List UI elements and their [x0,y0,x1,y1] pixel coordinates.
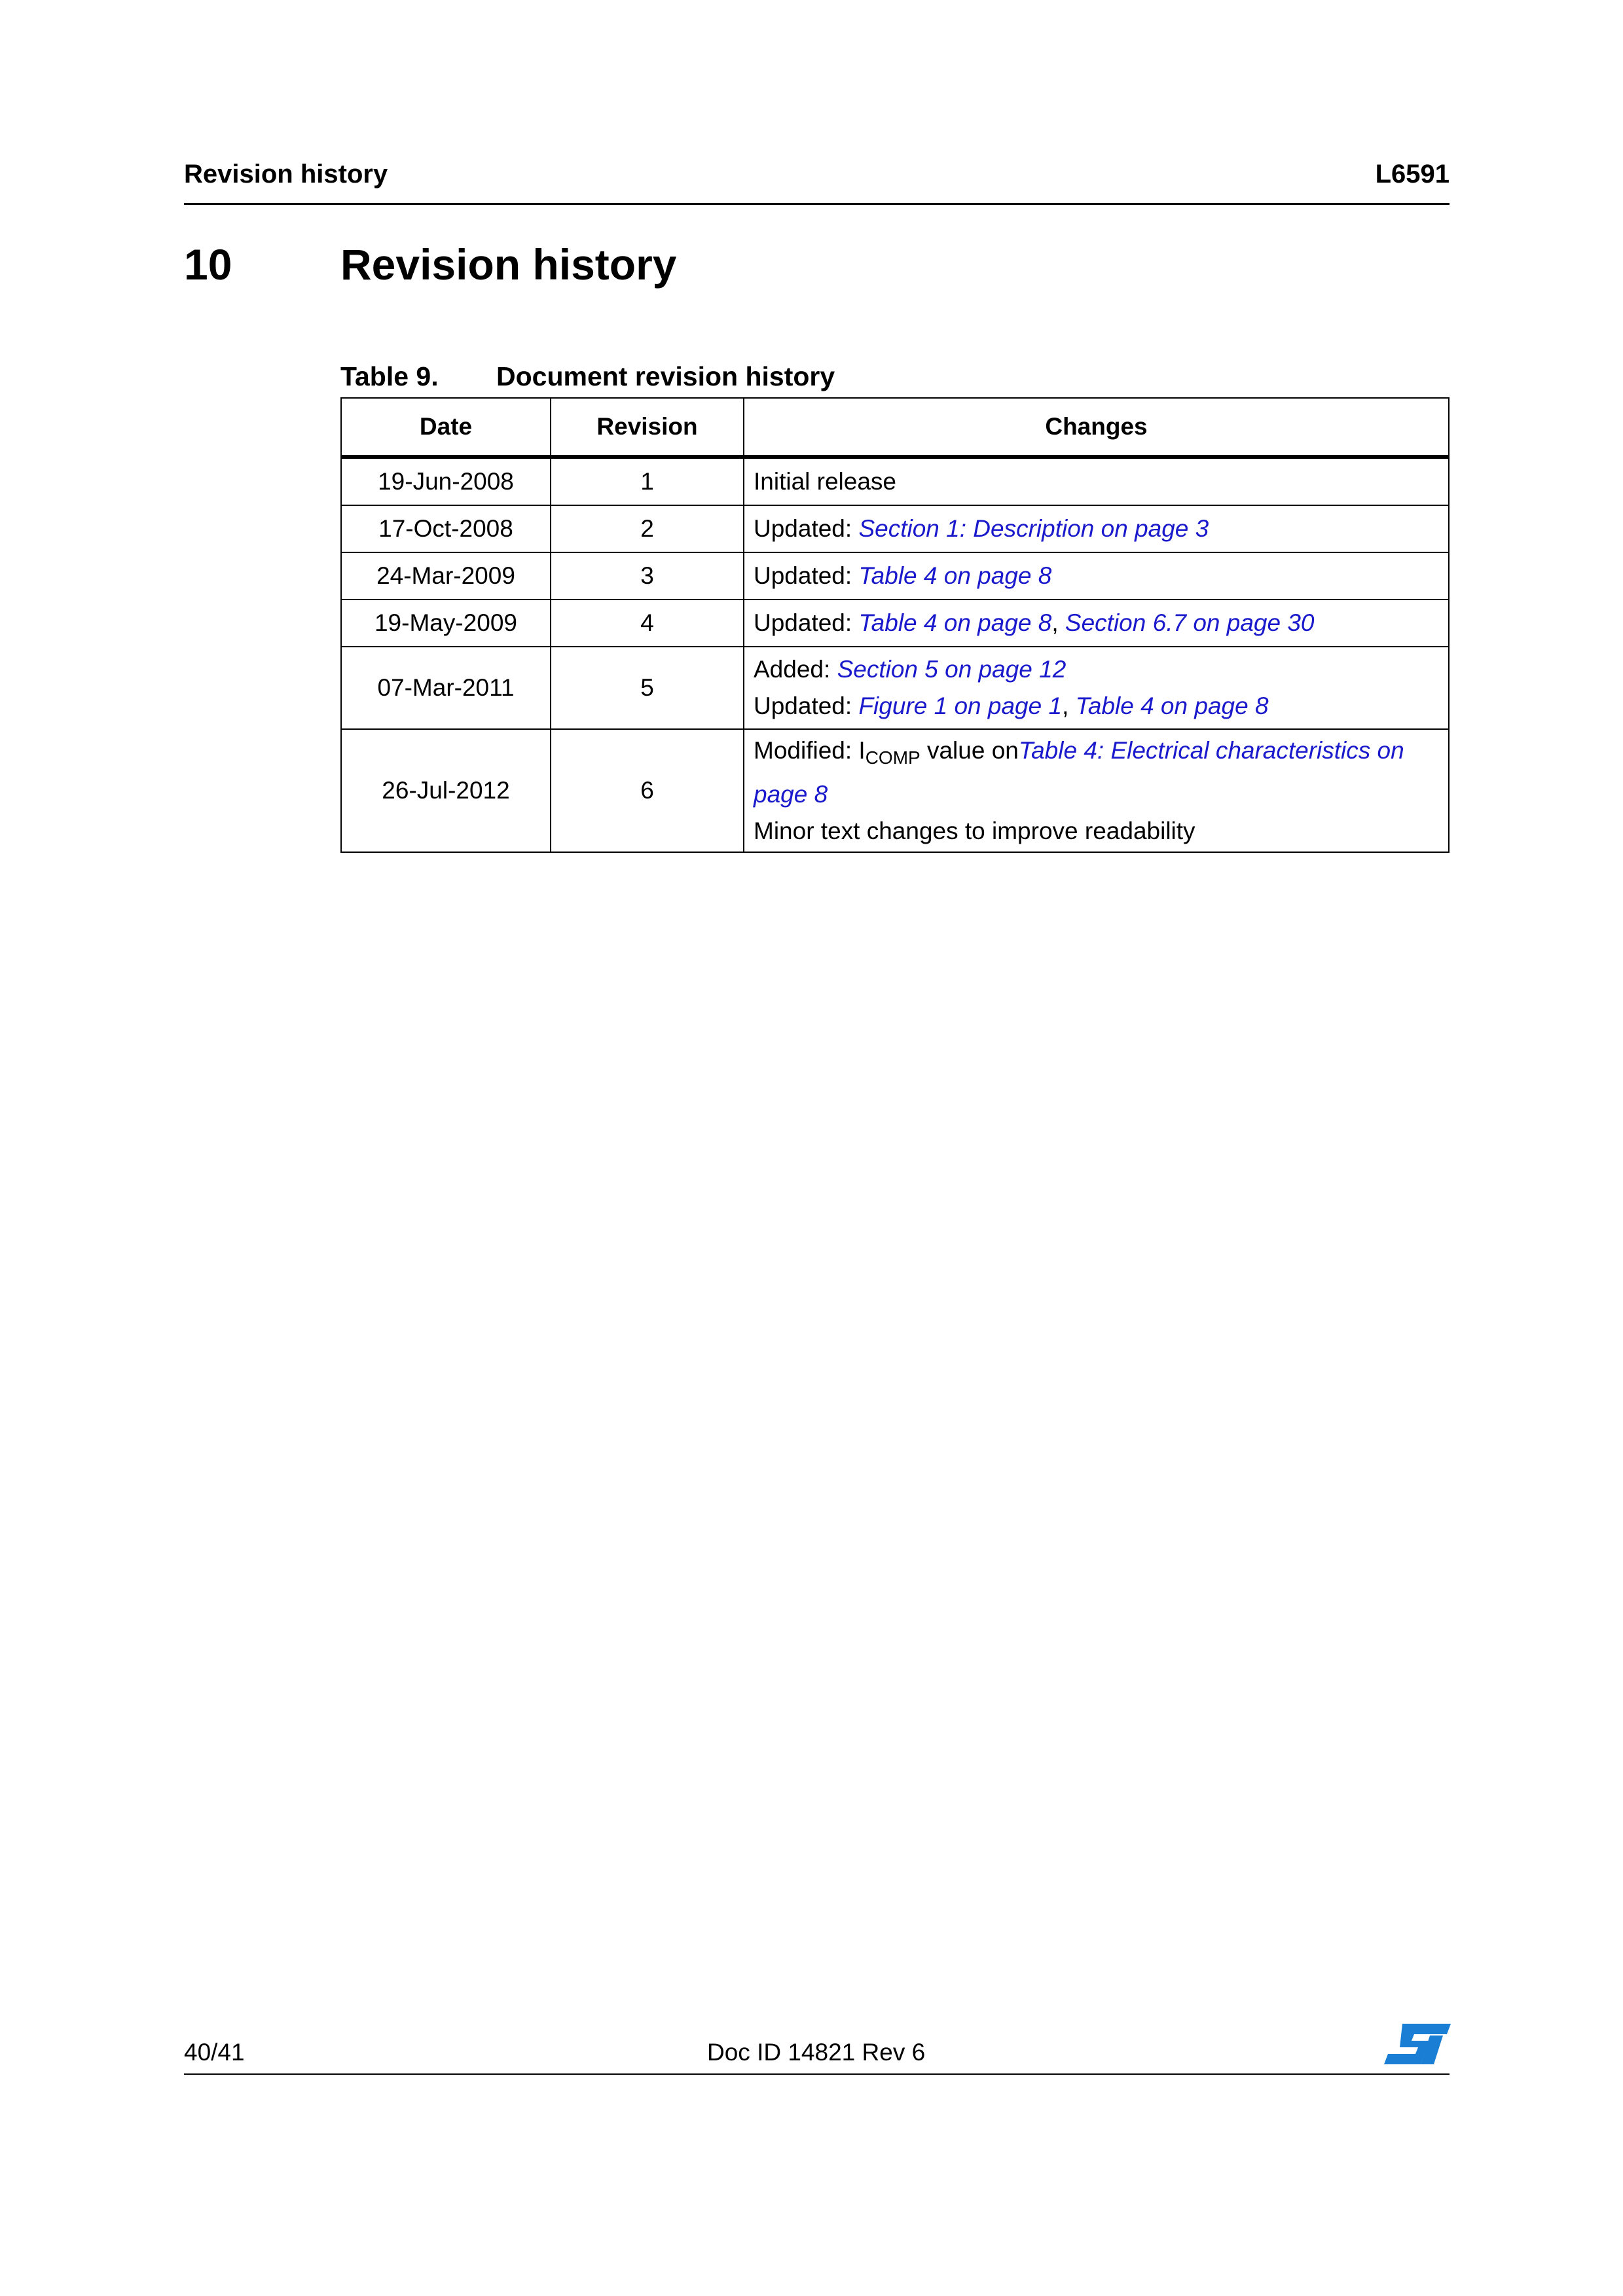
changes-middle-text: value on [920,736,1019,764]
table-header-row [341,398,1449,457]
date-cell: 07-Mar-2011 [341,647,551,729]
changes-cell [744,647,1449,729]
changes-separator: , [1051,609,1065,636]
date-cell: 17-Oct-2008 [341,505,551,552]
changes-prefix: Modified: I [754,736,866,764]
revision-cell: 2 [551,505,744,552]
changes-prefix: Updated: [754,692,859,719]
table-caption-number: Table 9. [340,361,439,391]
column-header-revision: Revision [551,398,744,457]
cross-reference-link[interactable]: Section 5 on page 12 [837,656,1067,683]
changes-line [754,688,1439,725]
date-cell: 26-Jul-2012 [341,729,551,852]
header-rule [184,203,1450,205]
table-row [341,505,1449,552]
revision-cell: 4 [551,600,744,647]
st-logo-icon [1383,2021,1451,2067]
cross-reference-link[interactable]: Section 1: Description on page 3 [858,515,1209,542]
revision-history-table [340,397,1450,853]
changes-prefix: Added: [754,656,837,683]
cross-reference-link[interactable]: Section 6.7 on page 30 [1065,609,1315,636]
table-caption [340,361,835,392]
changes-cell: Initial release [744,457,1449,505]
st-logo-s-shape [1384,2024,1451,2064]
revision-cell: 3 [551,552,744,600]
column-header-date: Date [341,398,551,457]
date-cell: 24-Mar-2009 [341,552,551,600]
table-row [341,552,1449,600]
table-row [341,457,1449,505]
revision-cell: 6 [551,729,744,852]
changes-cell [744,729,1449,852]
table-caption-title: Document revision history [496,361,835,391]
cross-reference-link[interactable]: Table 4 on page 8 [858,609,1052,636]
section-title: Revision history [340,240,677,289]
table-row [341,600,1449,647]
running-header-part-number: L6591 [1375,160,1450,188]
date-cell: 19-Jun-2008 [341,457,551,505]
cross-reference-link[interactable]: Figure 1 on page 1 [858,692,1063,719]
table-row [341,729,1449,852]
changes-cell [744,505,1449,552]
table-row [341,647,1449,729]
column-header-changes: Changes [744,398,1449,457]
changes-line [754,732,1439,813]
subscript-text: COMP [865,747,921,768]
changes-line: Minor text changes to improve readability [754,817,1195,844]
section-number: 10 [184,240,232,289]
doc-id: Doc ID 14821 Rev 6 [707,2039,926,2066]
cross-reference-link[interactable]: Table 4: Electrical characteristics on page 8 [754,736,1404,808]
page-number: 40/41 [184,2039,245,2066]
changes-cell [744,552,1449,600]
changes-separator: , [1062,692,1076,719]
changes-cell [744,600,1449,647]
changes-prefix: Updated: [754,515,859,542]
footer-rule [184,2073,1450,2075]
revision-cell: 1 [551,457,744,505]
cross-reference-link[interactable]: Table 4 on page 8 [1075,692,1269,719]
running-header-section: Revision history [184,160,388,188]
changes-prefix: Updated: [754,609,859,636]
revision-cell: 5 [551,647,744,729]
changes-line [754,651,1439,688]
changes-prefix: Updated: [754,562,859,589]
date-cell: 19-May-2009 [341,600,551,647]
cross-reference-link[interactable]: Table 4 on page 8 [858,562,1052,589]
